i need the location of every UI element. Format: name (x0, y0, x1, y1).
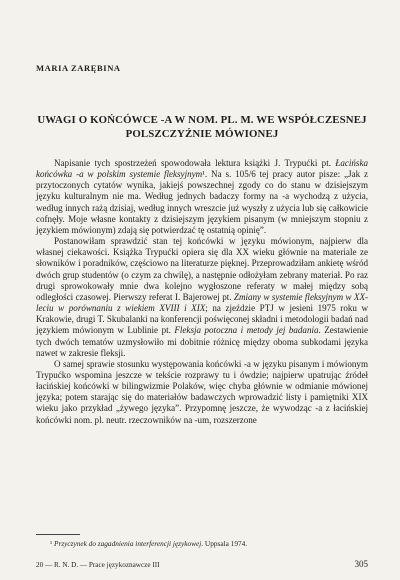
footnote-mark: ¹ (50, 539, 53, 548)
footnote-tail: . Uppsala 1974. (201, 539, 248, 548)
p1-text-a: Napisanie tych spostrzeżeń spowodowała lektura książki J. Trypućki pt. (54, 158, 336, 168)
page (36, 0, 368, 580)
footnote (36, 539, 368, 548)
p2-referat-title-1: Zmiany w systemie fleksyjnym w XX-leciu w porównaniu z wiekiem XVIII i XIX (36, 291, 368, 314)
footnote-rule (36, 534, 80, 535)
article-title (36, 113, 368, 141)
author-name: MARIA ZARĘBINA (36, 63, 121, 73)
title-line-2: POLSZCZYŹNIE MÓWIONEJ (125, 128, 279, 140)
footer-signature: 20 — R. N. D. — Prace językoznawcze III (36, 561, 160, 569)
p1-text-c: ¹. Na s. 105/6 tej pracy autor pisze: „Jak z przytoczonych cytatów wynika, jakiejś powszechnej zgody co do stanu w dzisiejszym języku kulturalnym nie ma. Według jednych badaczy formy na -a wychodzą z użycia, według innych rażą dzisiaj, według innych wreszcie już wyszły z użycia lub się całkowicie cofnęły. Moje własne kontakty z dzisiejszym językiem pisanym (w mniejszym stopniu z językiem mówionym) zdają się potwierdzać tę ostatnią opinię”. (36, 169, 368, 235)
p2-referat-title-2: Fleksja potoczna i metody jej badania (174, 325, 319, 336)
p1-book-title: Łacińska końcówka -a w polskim systemie fleksyjnym (36, 158, 368, 180)
article-body (36, 158, 368, 426)
paragraph-3: O samej sprawie stosunku występowania końcówki -a w języku pisanym i mówionym Trypućko wspomina jeszcze w tekście rozprawy tu i ówdzie; najpierw upatrując źródeł łacińskiej końcówki w bilingwizmie Polaków, więc chyba głównie w odmianie mówionej języka; potem starając się do materiałów badawczych wprowadzić listy i pamiętniki XIX wieku jako przykład „żywego języka”. Przypomnę jeszcze, że wywodząc -a z łacińskiej końcówki nom. pl. neutr. rzeczowników na -um, rozszerzone (36, 358, 368, 425)
footnote-title: Przyczynek do zagadnienia interferencji językowej (54, 539, 202, 548)
paragraph-2 (36, 236, 368, 359)
paragraph-1 (36, 158, 368, 236)
title-line-1: UWAGI O KOŃCÓWCE -A W NOM. PL. M. WE WSPÓŁCZESNEJ (37, 114, 367, 126)
page-number: 305 (354, 559, 368, 569)
p2-text-c: ; na zjeździe PTJ w jesieni 1975 roku w Krakowie, drugi T. Skubalanki na konferencji poświęconej składni i metodologii badań nad językiem mówionym w Lublinie pt. (36, 303, 369, 336)
p2-text-a: Postanowiłam sprawdzić stan tej końcówki w języku mówionym, najpierw dla własnej ciekawości. Książka Trypućki opiera się dla XX wieku głównie na materiale ze słowników i poradników, częściowo na literaturze pięknej. Przeprowadziłam ankietę wśród dwóch grup studentów (o czym za chwilę), a następnie odłożyłam zebrany materiał. Po raz drugi sprowokowały mnie dwa kolejno wygłoszone referaty w małej między sobą odległości czasowej. Pierwszy referat I. Bajerowej pt. (36, 236, 368, 302)
p2-text-e: . Zestawienie tych dwóch tematów uzmysłowiło mi dobitnie różnicę między oboma subkodami języka nawet w zakresie fleksji. (36, 325, 368, 358)
